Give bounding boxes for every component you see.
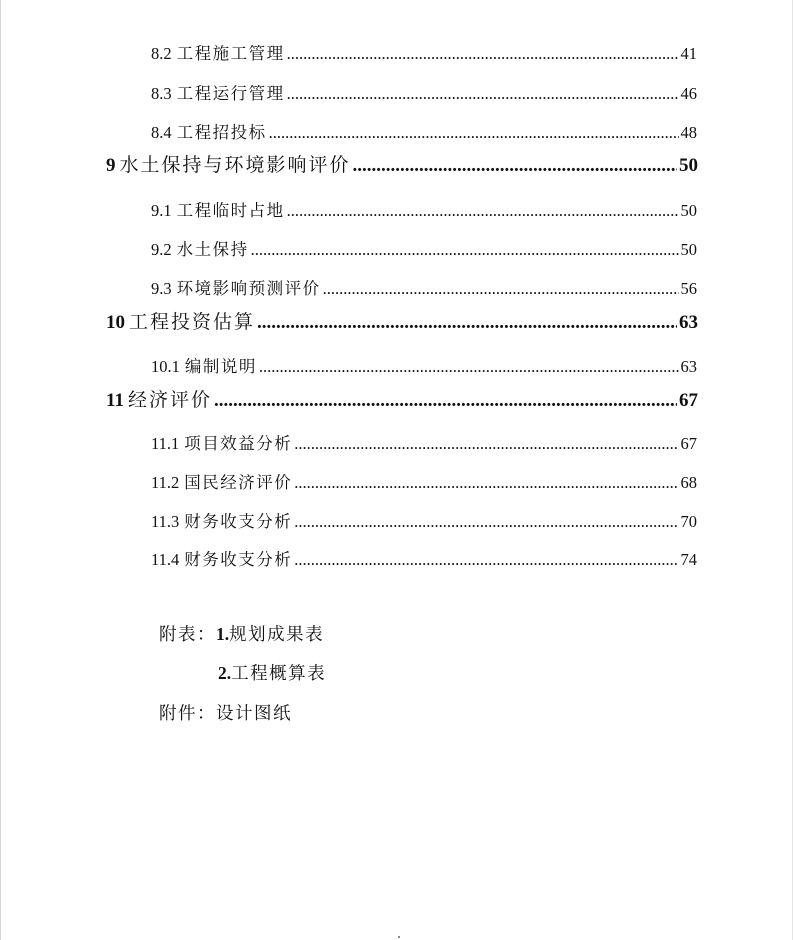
appendix-table1-number: 1. — [216, 624, 230, 644]
appendix-table2-number: 2. — [218, 663, 232, 683]
toc-entry-number: 8.3 — [151, 84, 172, 103]
toc-leader-dots — [353, 153, 677, 179]
toc-entry-11-4[interactable] — [151, 547, 697, 573]
toc-entry-title: 财务收支分析 — [184, 512, 293, 531]
toc-entry-number: 9.1 — [151, 201, 172, 220]
toc-entry-page: 63 — [679, 312, 698, 333]
toc-entry-8-4[interactable] — [151, 120, 697, 146]
toc-leader-dots — [323, 276, 679, 302]
toc-entry-number: 9 — [106, 155, 116, 176]
toc-leader-dots — [294, 509, 678, 535]
toc-entry-title: 工程招投标 — [176, 123, 267, 142]
toc-leader-dots — [294, 470, 678, 496]
toc-entry-number: 9.3 — [151, 279, 172, 298]
toc-leader-dots — [269, 120, 679, 146]
toc-entry-9-3[interactable] — [151, 276, 697, 302]
toc-entry-11-1[interactable] — [151, 431, 697, 457]
toc-entry-9-2[interactable] — [151, 237, 697, 263]
toc-entry-number: 11.4 — [151, 550, 180, 569]
toc-leader-dots — [214, 388, 677, 414]
toc-entry-10-1[interactable] — [151, 354, 697, 380]
toc-entry-page: 46 — [680, 84, 697, 103]
appendix-tables-line — [159, 621, 324, 647]
toc-entry-page: 70 — [680, 512, 697, 531]
toc-entry-title: 财务收支分析 — [184, 550, 293, 569]
toc-entry-11-2[interactable] — [151, 470, 697, 496]
toc-entry-page: 50 — [679, 155, 698, 176]
toc-entry-title: 国民经济评价 — [184, 473, 293, 492]
appendix-attachments-line — [159, 700, 292, 726]
appendix-table2-line — [218, 660, 326, 686]
toc-entry-page: 48 — [680, 123, 697, 142]
toc-entry-11-3[interactable] — [151, 509, 697, 535]
appendix-attachments-label: 附件： — [159, 703, 216, 723]
page-bottom-mark — [398, 936, 400, 938]
toc-entry-title: 水土保持 — [176, 240, 249, 259]
toc-entry-number: 11.1 — [151, 434, 180, 453]
toc-entry-title: 水土保持与环境影响评价 — [119, 155, 351, 176]
toc-leader-dots — [294, 547, 678, 573]
toc-leader-dots — [287, 198, 679, 224]
toc-entry-title: 工程运行管理 — [176, 84, 285, 103]
toc-entry-page: 67 — [679, 390, 698, 411]
toc-entry-page: 50 — [680, 201, 697, 220]
toc-entry-page: 74 — [680, 550, 697, 569]
toc-entry-9-1[interactable] — [151, 198, 697, 224]
toc-leader-dots — [287, 41, 679, 67]
toc-entry-number: 8.2 — [151, 44, 172, 63]
toc-entry-title: 经济评价 — [127, 390, 212, 411]
toc-entry-number: 11 — [106, 390, 124, 411]
toc-entry-number: 10 — [106, 312, 125, 333]
toc-entry-page: 67 — [680, 434, 697, 453]
toc-entry-11[interactable] — [106, 388, 698, 414]
toc-entry-title: 工程投资估算 — [129, 312, 256, 333]
toc-entry-title: 环境影响预测评价 — [176, 279, 321, 298]
toc-entry-number: 11.2 — [151, 473, 180, 492]
toc-entry-number: 11.3 — [151, 512, 180, 531]
toc-entry-page: 68 — [680, 473, 697, 492]
toc-entry-8-3[interactable] — [151, 81, 697, 107]
toc-leader-dots — [287, 81, 679, 107]
toc-entry-page: 56 — [680, 279, 697, 298]
toc-entry-number: 9.2 — [151, 240, 172, 259]
toc-entry-title: 工程临时占地 — [176, 201, 285, 220]
toc-leader-dots — [259, 354, 679, 380]
toc-entry-10[interactable] — [106, 310, 698, 336]
toc-entry-number: 8.4 — [151, 123, 172, 142]
toc-entry-page: 50 — [680, 240, 697, 259]
appendix-table2-title[interactable]: 工程概算表 — [231, 663, 327, 683]
page-edge-left — [0, 0, 1, 940]
toc-entry-9[interactable] — [106, 153, 698, 179]
toc-entry-page: 63 — [680, 357, 697, 376]
toc-entry-title: 项目效益分析 — [184, 434, 293, 453]
toc-leader-dots — [251, 237, 679, 263]
appendix-tables-label: 附表： — [159, 624, 216, 644]
toc-leader-dots — [294, 431, 678, 457]
toc-entry-title: 编制说明 — [184, 357, 257, 376]
toc-leader-dots — [257, 310, 677, 336]
appendix-table1-title[interactable]: 规划成果表 — [229, 624, 325, 644]
toc-entry-number: 10.1 — [151, 357, 180, 376]
toc-entry-title: 工程施工管理 — [176, 44, 285, 63]
toc-entry-page: 41 — [680, 44, 697, 63]
toc-entry-8-2[interactable] — [151, 41, 697, 67]
appendix-attachment1-title[interactable]: 设计图纸 — [216, 703, 292, 723]
